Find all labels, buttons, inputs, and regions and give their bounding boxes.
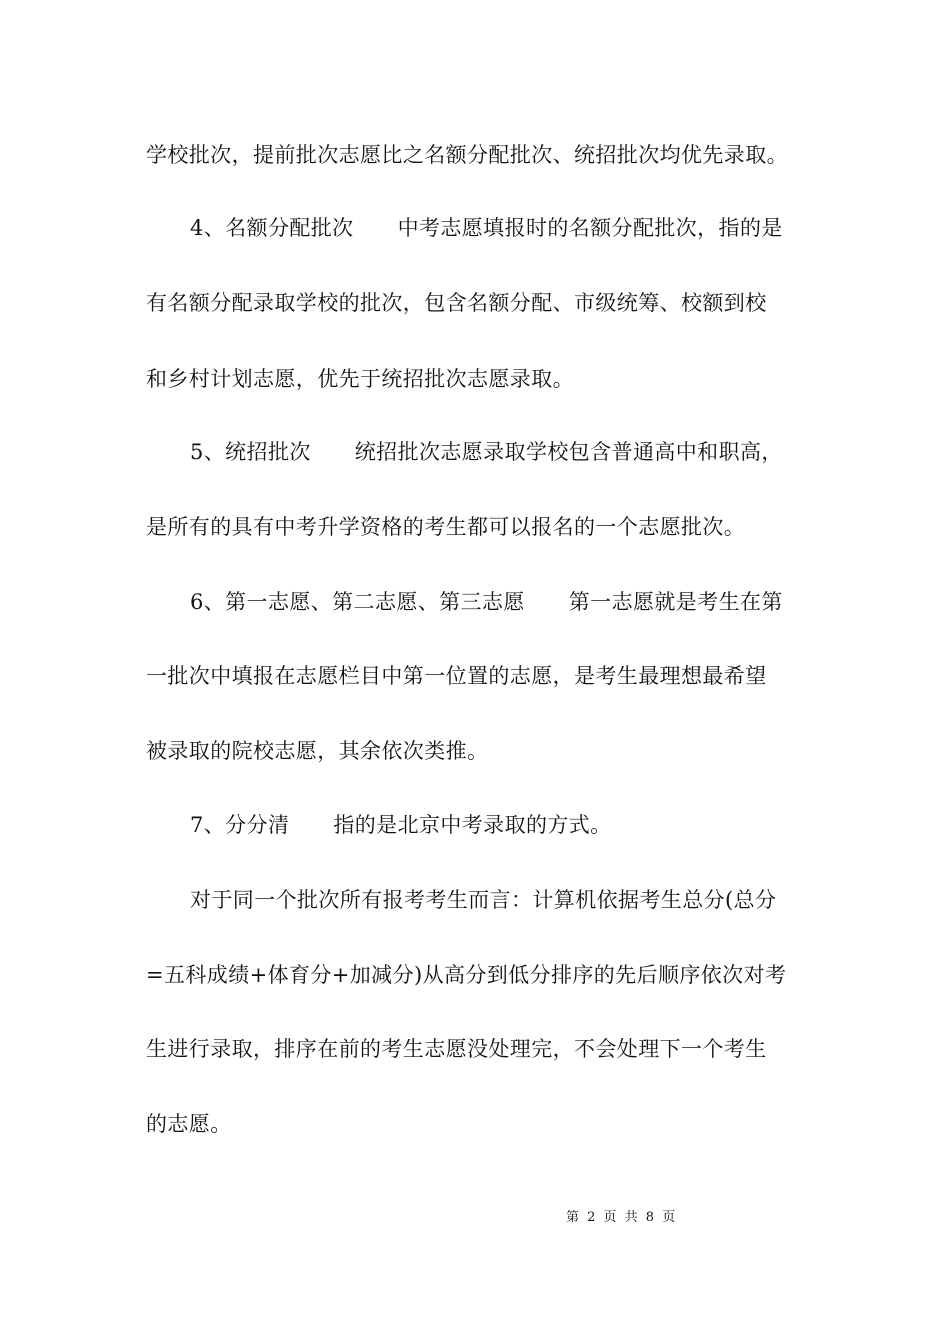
section-heading-line (190, 437, 850, 467)
paragraph-line: 的志愿。 (146, 1112, 232, 1136)
section-title: 6、第一志愿、第二志愿、第三志愿 (190, 590, 525, 614)
section-text: 第一志愿就是考生在第 (568, 590, 783, 614)
section-title: 7、分分清 (190, 813, 290, 837)
section-title: 5、统招批次 (190, 440, 311, 464)
paragraph-line: 有名额分配录取学校的批次，包含名额分配、市级统筹、校额到校 (146, 291, 767, 315)
page-number: 第 2 页 共 8 页 (566, 1210, 678, 1225)
paragraph-line: =五科成绩+体育分+加减分)从高分到低分排序的先后顺序依次对考 (146, 963, 787, 987)
paragraph-line: 生进行录取，排序在前的考生志愿没处理完，不会处理下一个考生 (146, 1037, 767, 1061)
section-text: 指的是北京中考录取的方式。 (333, 813, 612, 837)
paragraph-line: 是所有的具有中考升学资格的考生都可以报名的一个志愿批次。 (146, 515, 746, 539)
paragraph-line: 学校批次，提前批次志愿比之名额分配批次、统招批次均优先录取。 (146, 143, 788, 167)
section-heading-line (190, 810, 850, 840)
section-heading-line (190, 587, 850, 617)
paragraph-line: 被录取的院校志愿，其余依次类推。 (146, 739, 489, 763)
section-text: 统招批次志愿录取学校包含普通高中和职高， (354, 440, 783, 464)
paragraph-line: 一批次中填报在志愿栏目中第一位置的志愿，是考生最理想最希望 (146, 664, 767, 688)
section-heading-line (190, 213, 850, 243)
paragraph-line: 和乡村计划志愿，优先于统招批次志愿录取。 (146, 367, 574, 391)
section-title: 4、名额分配批次 (190, 216, 354, 240)
section-text: 中考志愿填报时的名额分配批次，指的是 (397, 216, 783, 240)
paragraph-line: 对于同一个批次所有报考考生而言：计算机依据考生总分(总分 (190, 888, 777, 912)
